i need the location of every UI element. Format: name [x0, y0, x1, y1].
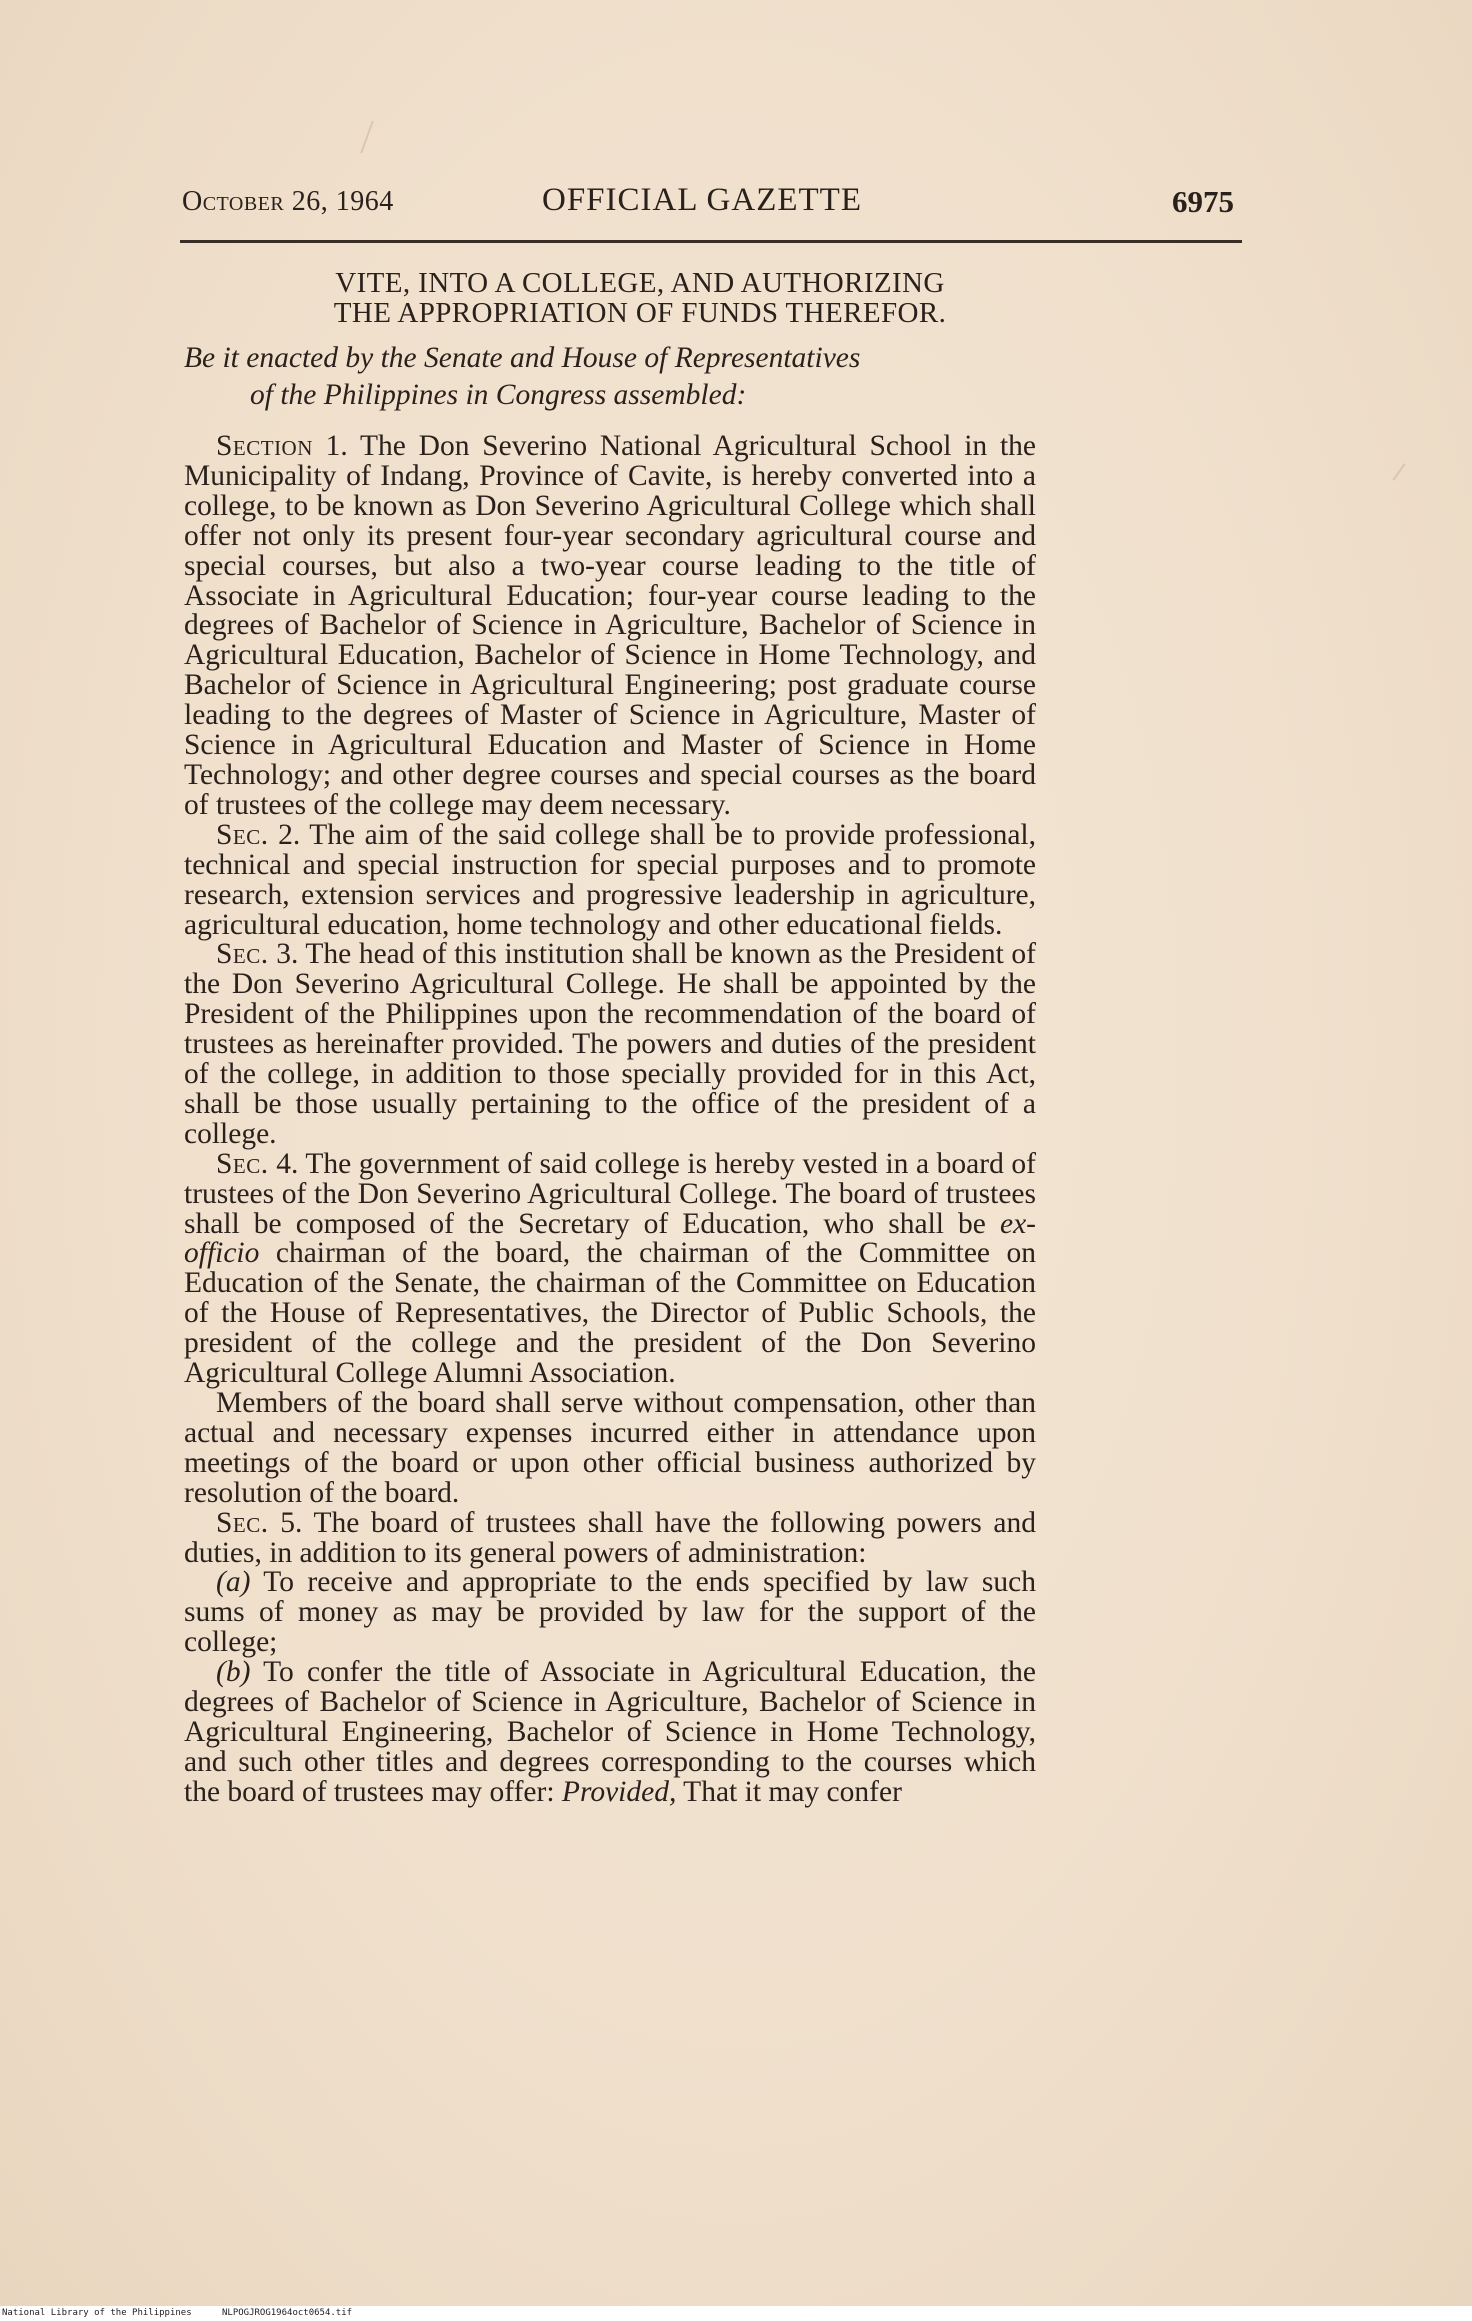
paper-mark	[1392, 463, 1405, 481]
enacting-clause	[184, 340, 1036, 414]
section-5-b	[184, 1658, 1036, 1808]
paper-mark	[360, 121, 374, 154]
section-text: 4. The government of said college is hereby vested in a board of trustees of the Don Severino Agricultural College. The board of trustees shall be composed of the Secretary of Education, who shall be	[184, 1147, 1036, 1240]
clause-text-italic: Provided,	[561, 1775, 677, 1808]
section-3	[184, 940, 1036, 1149]
header-rule	[180, 240, 1242, 243]
section-text: 1. The Don Severino National Agricultural School in the Municipality of Indang, Province of Cavite, is hereby converted into a college, to be known as Don Severino Agricultural College which shall offer not only its present four-year secondary agricultural course and special courses, but also a two-year course leading to the title of Associate in Agricultural Education; four-year course leading to the degrees of Bachelor of Science in Agriculture, Bachelor of Science in Agricultural Education, Bachelor of Science in Home Technology, and Bachelor of Science in Agricultural Engineering; post graduate course leading to the degrees of Master of Science in Agriculture, Master of Science in Agricultural Education and Master of Science in Home Technology; and other degree courses and special courses as the board of trustees of the college may deem necessary.	[184, 430, 1036, 821]
footer-library: National Library of the Philippines	[2, 2308, 192, 2318]
clause-text: To confer the title of Associate in Agricultural Education, the degrees of Bachelor of Science in Agriculture, Bachelor of Science in Agricultural Engineering, Bachelor of Science in Home Technology, and such other titles and degrees corresponding to the courses which the board of trustees may offer:	[184, 1656, 1036, 1808]
footer-filename: NLPOGJROG1964oct0654.tif	[222, 2308, 353, 2318]
clause-text: That it may confer	[676, 1775, 902, 1808]
section-5	[184, 1506, 1036, 1569]
section-label: Sec.	[216, 1147, 269, 1180]
section-text: 2. The aim of the said college shall be to provide professional, technical and special instruction for special purposes and to promote research, extension services and progressive leadership in agriculture, agricultural education, home technology and other educational fields.	[184, 818, 1036, 941]
clause-text: To receive and appropriate to the ends specified by law such sums of money as may be provided by law for the support of the college;	[184, 1566, 1036, 1659]
enacting-clause-line: Be it enacted by the Senate and House of Representatives	[184, 342, 861, 374]
section-4	[184, 1147, 1036, 1390]
scan-footer	[0, 2306, 1472, 2321]
clause-marker: (b)	[216, 1656, 251, 1689]
header-date: October 26, 1964	[182, 186, 394, 217]
article-body	[184, 268, 1036, 1808]
section-text: 5. The board of trustees shall have the following powers and duties, in addition to its general powers of administration:	[184, 1506, 1036, 1569]
section-label: Sec.	[216, 1506, 269, 1539]
section-4-members: Members of the board shall serve without compensation, other than actual and necessary expenses incurred either in attendance upon meetings of the board or upon other official business authorized by resolution of the board.	[184, 1387, 1036, 1509]
section-1	[184, 432, 1036, 821]
act-title-line: VITE, INTO A COLLEGE, AND AUTHORIZING	[335, 267, 945, 299]
act-title	[244, 268, 1036, 328]
section-label: Sec.	[216, 818, 269, 851]
section-text-italic: ex-officio	[184, 1207, 1036, 1270]
section-text: chairman of the board, the chairman of the Committee on Education of the Senate, the chairman of the Committee on Education of the House of Representatives, the Director of Public Schools, the president of the college and the president of the Don Severino Agricultural College Alumni Association.	[184, 1237, 1036, 1390]
act-title-line: THE APPROPRIATION OF FUNDS THEREFOR.	[333, 297, 947, 329]
section-label: Section	[216, 430, 313, 462]
section-label: Sec.	[216, 938, 269, 971]
clause-marker: (a)	[216, 1566, 251, 1599]
section-2	[184, 818, 1036, 941]
header-page-number: 6975	[1172, 184, 1234, 219]
header-publication: OFFICIAL GAZETTE	[542, 182, 862, 218]
section-5-a	[184, 1568, 1036, 1658]
enacting-clause-line: of the Philippines in Congress assembled:	[250, 379, 747, 411]
section-text: 3. The head of this institution shall be known as the President of the Don Severino Agricultural College. He shall be appointed by the President of the Philippines upon the recommendation of the board of trustees as hereinafter provided. The powers and duties of the president of the college, in addition to those specially provided for in this Act, shall be those usually pertaining to the office of the president of a college.	[184, 938, 1036, 1150]
page-header	[180, 182, 1240, 234]
